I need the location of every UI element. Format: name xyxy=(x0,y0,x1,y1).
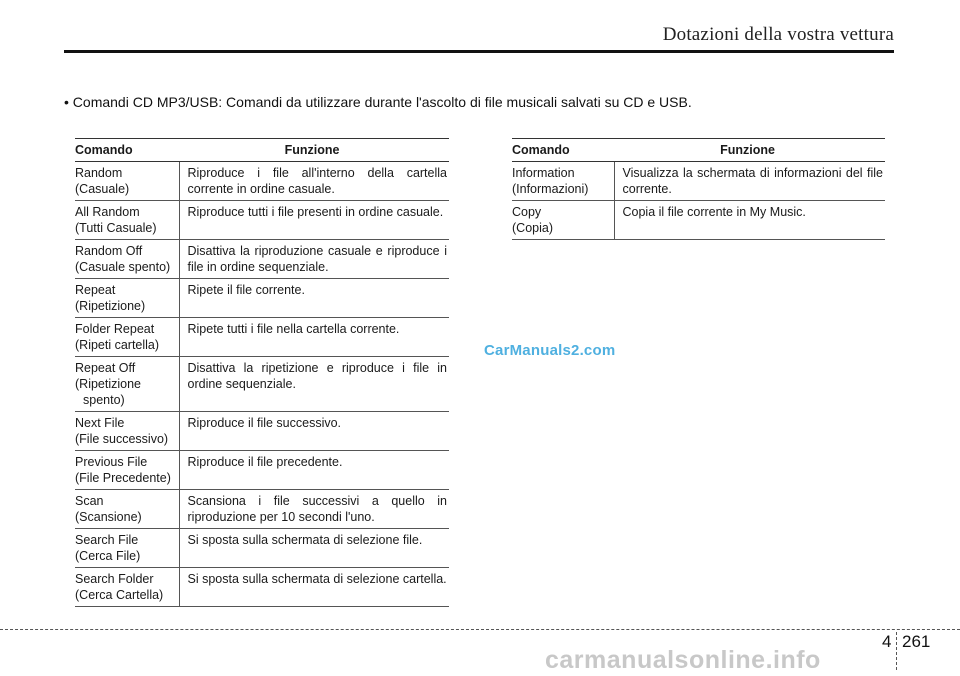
command-label: (Casuale spento) xyxy=(75,260,171,274)
command-label: (Tutti Casuale) xyxy=(75,221,157,235)
command-label: Random xyxy=(75,166,123,180)
function-description: Disattiva la ripetizione e riproduce i file in ordine sequenziale. xyxy=(179,357,449,412)
command-label: (Ripeti cartella) xyxy=(75,338,160,352)
command-label: (File successivo) xyxy=(75,432,169,446)
table-row xyxy=(75,490,449,529)
command-label: (Cerca File) xyxy=(75,549,141,563)
commands-table-left xyxy=(75,138,449,607)
command-cell xyxy=(75,451,179,490)
function-description: Disattiva la riproduzione casuale e riproduce i file in ordine sequenziale. xyxy=(179,240,449,279)
function-description: Riproduce il file successivo. xyxy=(179,412,449,451)
table-row xyxy=(75,318,449,357)
column-header-command: Comando xyxy=(512,139,614,162)
command-cell xyxy=(512,201,614,240)
page-number: 261 xyxy=(902,632,931,651)
table-row xyxy=(75,279,449,318)
table-row xyxy=(75,568,449,607)
command-cell xyxy=(75,568,179,607)
command-cell xyxy=(75,201,179,240)
column-header-function: Funzione xyxy=(614,139,885,162)
table-row xyxy=(512,162,885,201)
command-label: (Copia) xyxy=(512,221,553,235)
command-label: Previous File xyxy=(75,455,148,469)
command-label: Scan xyxy=(75,494,104,508)
commands-table-right xyxy=(512,138,885,240)
table-row xyxy=(75,529,449,568)
table-row xyxy=(75,412,449,451)
function-description: Scansiona i file successivi a quello in riproduzione per 10 secondi l'uno. xyxy=(179,490,449,529)
command-cell xyxy=(75,318,179,357)
page-separator xyxy=(896,632,897,670)
chapter-number: 4 xyxy=(882,632,892,651)
header-rule xyxy=(64,50,894,53)
table-row xyxy=(75,240,449,279)
function-description: Visualizza la schermata di informazioni del file corrente. xyxy=(614,162,885,201)
command-label: Repeat xyxy=(75,283,116,297)
site-watermark: CarManuals2.com xyxy=(484,342,616,359)
command-label: Folder Repeat xyxy=(75,322,155,336)
command-label: Information xyxy=(512,166,575,180)
footer-watermark: carmanualsonline.info xyxy=(545,646,821,674)
command-label: (Cerca Cartella) xyxy=(75,588,164,602)
command-label: All Random xyxy=(75,205,140,219)
command-label: Repeat Off xyxy=(75,361,136,375)
command-label: (File Precedente) xyxy=(75,471,171,485)
table-row xyxy=(75,162,449,201)
function-description: Si sposta sulla schermata di selezione cartella. xyxy=(179,568,449,607)
table-row xyxy=(75,201,449,240)
function-description: Copia il file corrente in My Music. xyxy=(614,201,885,240)
command-label: (Ripetizione xyxy=(75,377,142,391)
command-label: (Casuale) xyxy=(75,182,130,196)
function-description: Si sposta sulla schermata di selezione file. xyxy=(179,529,449,568)
function-description: Riproduce il file precedente. xyxy=(179,451,449,490)
column-header-function: Funzione xyxy=(179,139,449,162)
command-cell xyxy=(75,279,179,318)
table-row xyxy=(75,451,449,490)
function-description: Ripete il file corrente. xyxy=(179,279,449,318)
command-label: Copy xyxy=(512,205,542,219)
command-label: Search Folder xyxy=(75,572,154,586)
command-label: spento) xyxy=(83,393,125,407)
table-row xyxy=(75,357,449,412)
intro-text: • Comandi CD MP3/USB: Comandi da utilizzare durante l'ascolto di file musicali salvati su CD e USB. xyxy=(64,94,692,110)
command-cell xyxy=(512,162,614,201)
function-description: Ripete tutti i file nella cartella corrente. xyxy=(179,318,449,357)
command-cell xyxy=(75,490,179,529)
command-cell xyxy=(75,240,179,279)
command-label: (Ripetizione) xyxy=(75,299,146,313)
function-description: Riproduce tutti i file presenti in ordine casuale. xyxy=(179,201,449,240)
command-cell xyxy=(75,162,179,201)
command-cell xyxy=(75,357,179,412)
command-cell xyxy=(75,529,179,568)
command-label: Search File xyxy=(75,533,139,547)
command-label: (Scansione) xyxy=(75,510,142,524)
column-header-command: Comando xyxy=(75,139,179,162)
table-row xyxy=(512,201,885,240)
command-label: (Informazioni) xyxy=(512,182,589,196)
command-label: Next File xyxy=(75,416,125,430)
command-cell xyxy=(75,412,179,451)
section-title: Dotazioni della vostra vettura xyxy=(662,24,894,45)
function-description: Riproduce i file all'interno della cartella corrente in ordine casuale. xyxy=(179,162,449,201)
command-label: Random Off xyxy=(75,244,143,258)
footer-rule xyxy=(0,629,960,630)
